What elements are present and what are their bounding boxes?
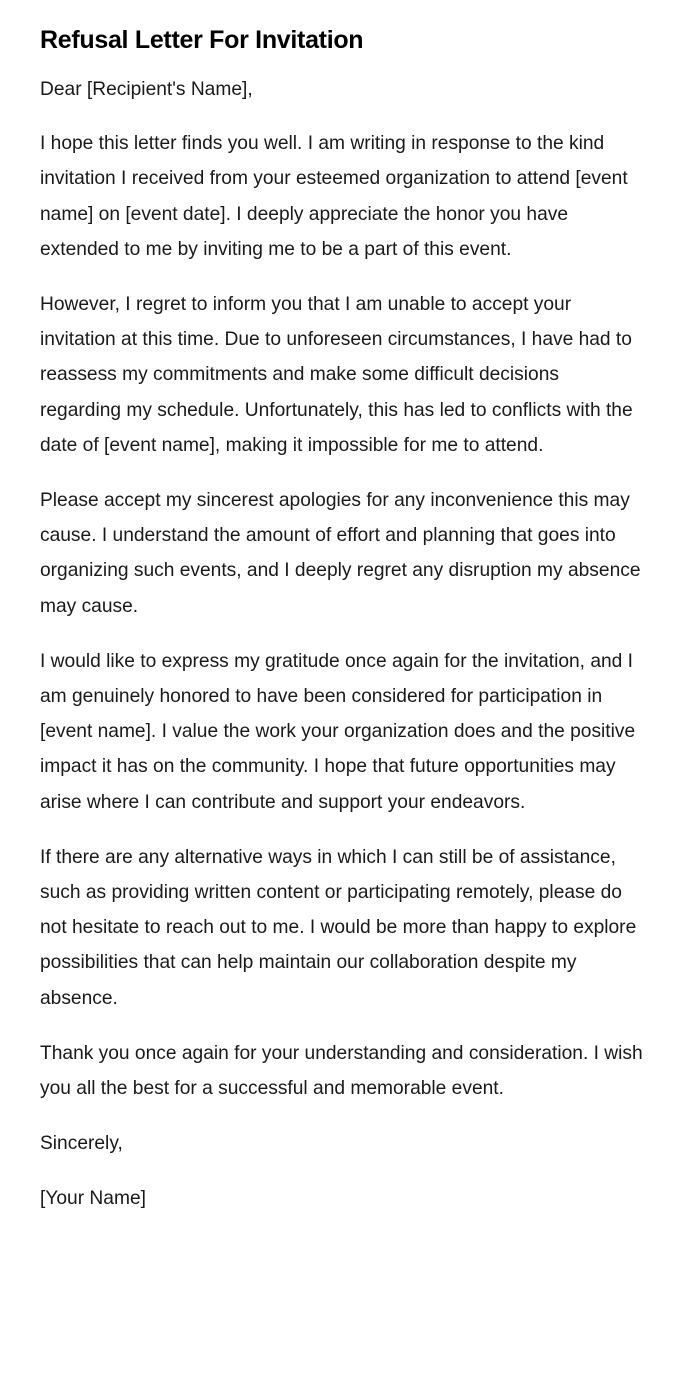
salutation: Dear [Recipient's Name], — [40, 79, 253, 100]
letter-title: Refusal Letter For Invitation — [40, 26, 364, 54]
letter-paragraph-6: Thank you once again for your understanding and consideration. I wish you all the best for a successful and memorable event. — [40, 1042, 643, 1100]
letter-paragraph-3: Please accept my sincerest apologies for any inconvenience this may cause. I understand the amount of effort and planning that goes into organizing such events, and I deeply regret any disruption my absence may cause. — [40, 490, 641, 617]
letter — [40, 22, 644, 1217]
letter-paragraph-1: I hope this letter finds you well. I am writing in response to the kind invitation I received from your esteemed organization to attend [event name] on [event date]. I deeply appreciate the honor you have extended to me by inviting me to be a part of this event. — [40, 133, 628, 260]
closing: Sincerely, — [40, 1133, 123, 1155]
letter-paragraph-4: I would like to express my gratitude once again for the invitation, and I am genuinely honored to have been considered for participation in [event name]. I value the work your organization does and the positive impact it has on the community. I hope that future opportunities may arise where I can contribute and support your endeavors. — [40, 650, 636, 813]
letter-paragraph-2: However, I regret to inform you that I am unable to accept your invitation at this time. Due to unforeseen circumstances, I have had to reassess my commitments and make some difficult decisions regarding my schedule. Unfortunately, this has led to conflicts with the date of [event name], making it impossible for me to attend. — [40, 294, 633, 456]
letter-paragraph-5: If there are any alternative ways in which I can still be of assistance, such as providing written content or participating remotely, please do not hesitate to reach out to me. I would be more than happy to explore possibilities that can help maintain our collaboration despite my absence. — [40, 846, 637, 1009]
signature: [Your Name] — [40, 1188, 146, 1210]
